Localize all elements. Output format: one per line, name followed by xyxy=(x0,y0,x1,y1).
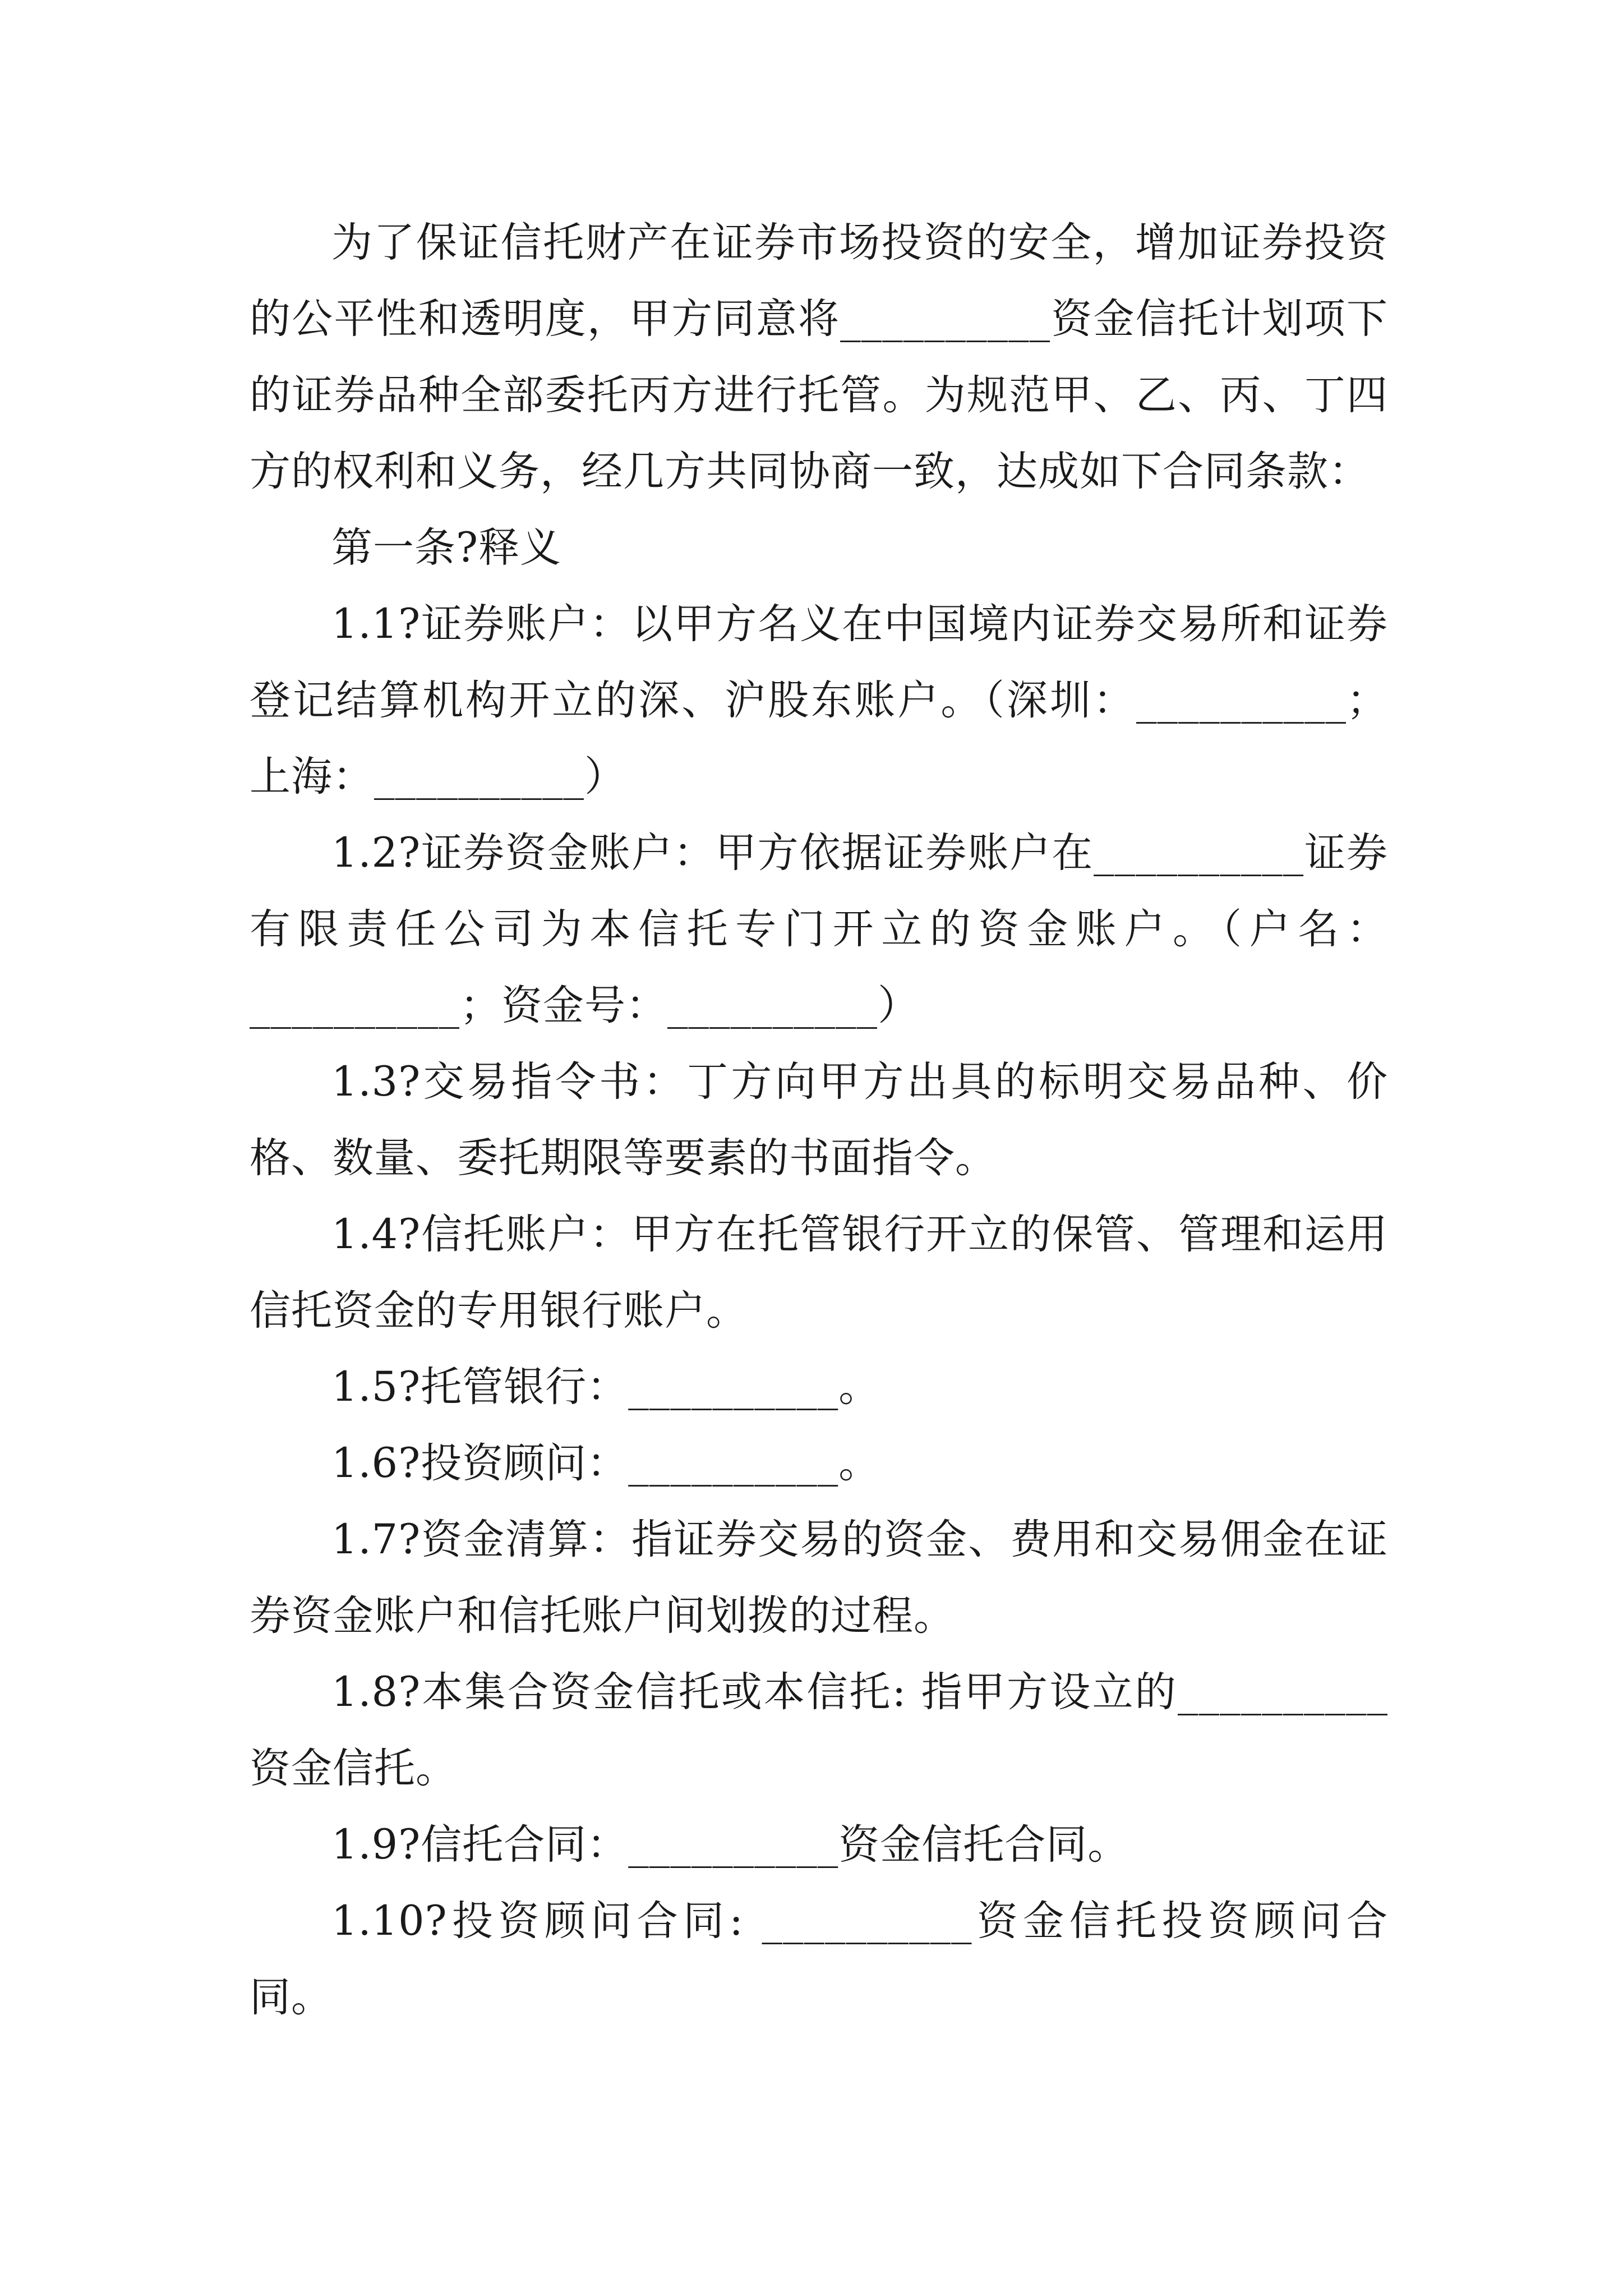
clause-1-9: 1.9?信托合同：__________资金信托合同。 xyxy=(331,1821,1129,1869)
clause-1-6: 1.6?投资顾问：__________。 xyxy=(331,1439,880,1487)
clause-1-10: 1.10?投资顾问合同: __________资金信托投资顾问合同。 xyxy=(250,1897,1388,2021)
clause-1-5: 1.5?托管银行：__________。 xyxy=(331,1363,880,1411)
clause-1-8: 1.8?本集合资金信托或本信托: 指甲方设立的__________资金信托。 xyxy=(250,1668,1388,1792)
document-body xyxy=(250,205,1388,2036)
intro-paragraph: 为了保证信托财产在证券市场投资的安全，增加证券投资的公平性和透明度，甲方同意将__________资金信托计划项下的证券品种全部委托丙方进行托管。为规范甲、乙、丙、丁四方的权利和义务，经几方共同协商一致，达成如下合同条款： xyxy=(250,219,1388,495)
clause-1-3: 1.3?交易指令书：丁方向甲方出具的标明交易品种、价格、数量、委托期限等要素的书面指令。 xyxy=(250,1058,1388,1182)
article-1-heading: 第一条?释义 xyxy=(331,524,562,572)
clause-1-7: 1.7?资金清算：指证券交易的资金、费用和交易佣金在证券资金账户和信托账户间划拨的过程。 xyxy=(250,1516,1388,1640)
clause-1-1: 1.1?证券账户：以甲方名义在中国境内证券交易所和证券登记结算机构开立的深、沪股东账户。（深圳：__________；上海：__________） xyxy=(250,600,1388,800)
clause-1-2: 1.2?证券资金账户：甲方依据证券账户在__________证券有限责任公司为本信托专门开立的资金账户。（户名：__________；资金号：__________） xyxy=(250,829,1388,1029)
clause-1-4: 1.4?信托账户：甲方在托管银行开立的保管、管理和运用信托资金的专用银行账户。 xyxy=(250,1211,1388,1335)
